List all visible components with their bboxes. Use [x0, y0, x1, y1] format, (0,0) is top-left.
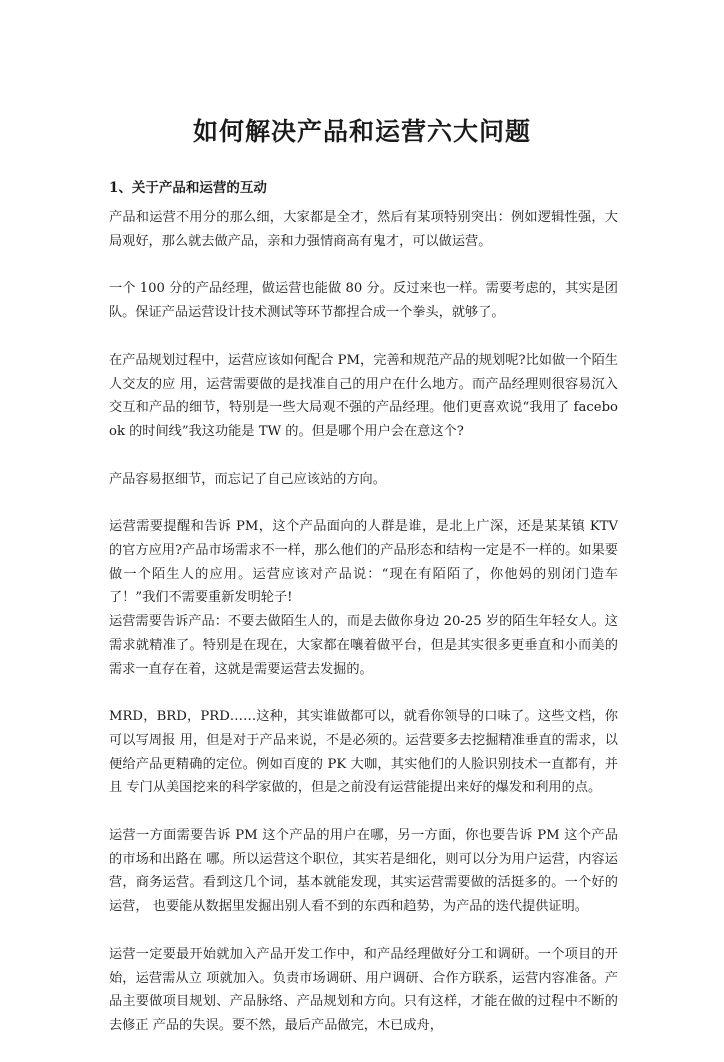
paragraph: 产品容易抠细节，而忘记了自己应该站的方向。: [109, 471, 386, 487]
document-title: 如何解决产品和运营六大问题: [192, 117, 531, 146]
paragraph: 运营需要告诉产品：不要去做陌生人的，而是去做你身边 20-25 岁的陌生年轻女人。这需求就精准了。特别是在现在，大家都在嚷着做平台，但是其实很多更垂直和小而美的需求一直存在着，这就是需要运营去发掘的。: [109, 614, 618, 677]
paragraph: 产品和运营不用分的那么细，大家都是全才，然后有某项特别突出：例如逻辑性强，大局观好，那么就去做产品，亲和力强情商高有鬼才，可以做运营。: [109, 210, 618, 249]
paragraph: 在产品规划过程中，运营应该如何配合 PM，完善和规范产品的规划呢?比如做一个陌生人交友的应 用，运营需要做的是找准自己的用户在什么地方。而产品经理则很容易沉入交互和产品的细节，特别是一些大局观不强的产品经理。他们更喜欢说“我用了 facebook 的时间线”我这功能是 TW 的。但是哪个用户会在意这个?: [109, 352, 618, 439]
paragraph: MRD，BRD，PRD……这种，其实谁做都可以，就看你领导的口味了。这些文档，你可以写周报 用，但是对于产品来说，不是必须的。运营要多去挖掘精准垂直的需求，以便给产品更精确的定位。例如百度的 PK 大咖，其实他们的人脸识别技术一直都有，并且 专门从美国挖来的科学家做的，但是之前没有运营能提出来好的爆发和利用的点。: [109, 709, 618, 796]
section-heading: 1、关于产品和运营的互动: [109, 180, 267, 196]
document-body: [109, 206, 618, 1062]
paragraph: 运营一方面需要告诉 PM 这个产品的用户在哪，另一方面，你也要告诉 PM 这个产品的市场和出路在 哪。所以运营这个职位，其实若是细化，则可以分为用户运营，内容运营，商务运营。看到这几个词，基本就能发现，其实运营需要做的活挺多的。一个好的运营， 也要能从数据里发掘出别人看不到的东西和趋势，为产品的迭代提供证明。: [109, 828, 618, 915]
paragraph: 一个 100 分的产品经理，做运营也能做 80 分。反过来也一样。需要考虑的，其实是团队。保证产品运营设计技术测试等环节都捏合成一个拳头，就够了。: [109, 281, 618, 321]
paragraph: 运营一定要最开始就加入产品开发工作中，和产品经理做好分工和调研。一个项目的开始，运营需从立 项就加入。负责市场调研、用户调研、合作方联系，运营内容准备。产品主要做项目规划、产品脉络、产品规划和方向。只有这样，才能在做的过程中不断的去修正 产品的失误。要不然，最后产品做完，木已成舟，: [109, 946, 618, 1033]
paragraph: 运营需要提醒和告诉 PM，这个产品面向的人群是谁，是北上广深，还是某某镇 KTV 的官方应用?产品市场需求不一样，那么他们的产品形态和结构一定是不一样的。如果要做一个陌生人的应用。运营应该对产品说：“现在有陌陌了，你他妈的别闭门造车了！”我们不需要重新发明轮子!: [109, 519, 618, 606]
